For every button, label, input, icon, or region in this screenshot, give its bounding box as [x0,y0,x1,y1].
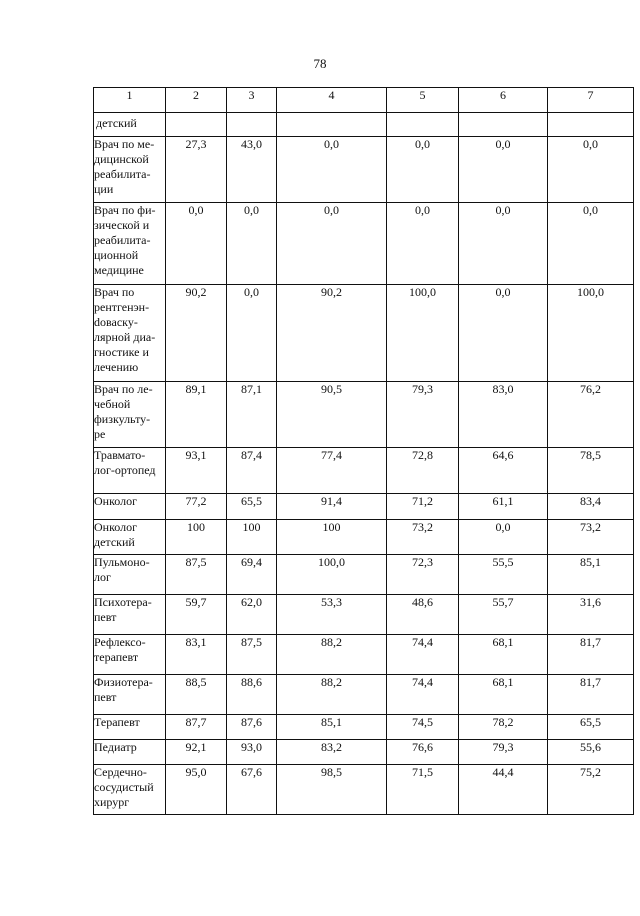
table-cell: 55,5 [459,555,548,595]
table-cell [387,113,459,137]
header-row [94,88,634,113]
table-cell: 65,5 [548,715,634,740]
table-cell: 0,0 [459,520,548,555]
table-cell: 73,2 [387,520,459,555]
table-cell: 81,7 [548,635,634,675]
table-cell: 65,5 [227,494,277,520]
table-cell: 100 [166,520,227,555]
table-cell [277,113,387,137]
table-cell: 88,5 [166,675,227,715]
row-label: Врач по фи- зической и реабилита- ционной медицине [94,203,166,285]
table-cell: 88,2 [277,635,387,675]
table-cell: 100,0 [548,285,634,382]
column-header: 7 [548,88,634,113]
table-cell: 87,1 [227,382,277,448]
row-label: Психотера- певт [94,595,166,635]
column-header: 1 [94,88,166,113]
table-cell: 72,8 [387,448,459,494]
table-cell: 87,7 [166,715,227,740]
table-cell: 0,0 [548,203,634,285]
row-label: Врач по ле- чебной физкульту- ре [94,382,166,448]
table-cell: 100,0 [277,555,387,595]
table-cell: 55,7 [459,595,548,635]
table-cell: 55,6 [548,740,634,765]
table-cell: 0,0 [277,203,387,285]
table-cell: 90,5 [277,382,387,448]
column-header: 2 [166,88,227,113]
table-cell [227,113,277,137]
table-cell: 69,4 [227,555,277,595]
table-cell: 90,2 [166,285,227,382]
table-cell: 43,0 [227,137,277,203]
table-cell: 89,1 [166,382,227,448]
table-cell: 85,1 [277,715,387,740]
table-cell: 83,0 [459,382,548,448]
table-row [94,494,634,520]
table-cell: 74,4 [387,675,459,715]
table-row [94,765,634,815]
table-cell: 0,0 [548,137,634,203]
table-row [94,595,634,635]
table-cell: 71,5 [387,765,459,815]
table-cell: 53,3 [277,595,387,635]
row-label: Онколог детский [94,520,166,555]
table-cell: 100 [277,520,387,555]
table-cell: 59,7 [166,595,227,635]
table-cell: 85,1 [548,555,634,595]
table-cell: 88,2 [277,675,387,715]
table-cell: 78,5 [548,448,634,494]
column-header: 4 [277,88,387,113]
table-cell: 61,1 [459,494,548,520]
table-cell: 87,5 [166,555,227,595]
table-cell: 0,0 [227,285,277,382]
table-cell: 93,0 [227,740,277,765]
row-label: Пульмоно- лог [94,555,166,595]
table-row [94,448,634,494]
table-cell: 78,2 [459,715,548,740]
table-row [94,137,634,203]
table-cell [166,113,227,137]
table-cell: 0,0 [277,137,387,203]
table-cell: 68,1 [459,635,548,675]
table-cell: 91,4 [277,494,387,520]
row-label: Рефлексо- терапевт [94,635,166,675]
table-cell: 100 [227,520,277,555]
table-cell: 75,2 [548,765,634,815]
table-cell: 88,6 [227,675,277,715]
table-cell: 31,6 [548,595,634,635]
table-cell: 92,1 [166,740,227,765]
table-cell: 74,4 [387,635,459,675]
column-header: 6 [459,88,548,113]
table-cell: 62,0 [227,595,277,635]
table-cell: 79,3 [459,740,548,765]
table-cell: 0,0 [387,203,459,285]
table-cell: 72,3 [387,555,459,595]
table-cell: 79,3 [387,382,459,448]
row-label: Травмато- лог-ортопед [94,448,166,494]
row-label: Терапевт [94,715,166,740]
table-cell: 67,6 [227,765,277,815]
table-cell: 73,2 [548,520,634,555]
table-cell: 90,2 [277,285,387,382]
table-cell: 68,1 [459,675,548,715]
row-label: Врач по рентгенэн- dоваску- лярной диа- гностике и лечению [94,285,166,382]
table-row [94,715,634,740]
column-header: 5 [387,88,459,113]
data-table [93,87,634,815]
table-cell: 0,0 [166,203,227,285]
table-cell: 76,2 [548,382,634,448]
table-cell: 44,4 [459,765,548,815]
table-row [94,635,634,675]
column-header: 3 [227,88,277,113]
table-cell: 83,1 [166,635,227,675]
page-number: 78 [313,56,327,71]
row-label: Онколог [94,494,166,520]
row-label: Физиотера- певт [94,675,166,715]
table-cell: 76,6 [387,740,459,765]
table-cell [548,113,634,137]
table-cell: 83,2 [277,740,387,765]
table-row [94,382,634,448]
table-cell: 100,0 [387,285,459,382]
table-cell: 48,6 [387,595,459,635]
table-row [94,740,634,765]
table-row [94,203,634,285]
table-row [94,520,634,555]
table-cell [459,113,548,137]
row-label: Педиатр [94,740,166,765]
table-cell: 0,0 [227,203,277,285]
table-cell: 87,5 [227,635,277,675]
table-row [94,555,634,595]
table-cell: 98,5 [277,765,387,815]
table-cell: 87,4 [227,448,277,494]
table-row [94,675,634,715]
row-label: Врач по ме- дицинской реабилита- ции [94,137,166,203]
table-cell: 27,3 [166,137,227,203]
table-cell: 74,5 [387,715,459,740]
table-cell: 71,2 [387,494,459,520]
table-cell: 77,4 [277,448,387,494]
table-cell: 83,4 [548,494,634,520]
row-label: детский [94,113,166,137]
table-row [94,285,634,382]
table-cell: 0,0 [459,137,548,203]
table-cell: 87,6 [227,715,277,740]
table-cell: 0,0 [459,285,548,382]
table-cell: 81,7 [548,675,634,715]
table-cell: 93,1 [166,448,227,494]
table-cell: 95,0 [166,765,227,815]
table-row [94,113,634,137]
table-cell: 0,0 [459,203,548,285]
table-cell: 64,6 [459,448,548,494]
table-cell: 0,0 [387,137,459,203]
table-cell: 77,2 [166,494,227,520]
row-label: Сердечно- сосудистый хирург [94,765,166,815]
